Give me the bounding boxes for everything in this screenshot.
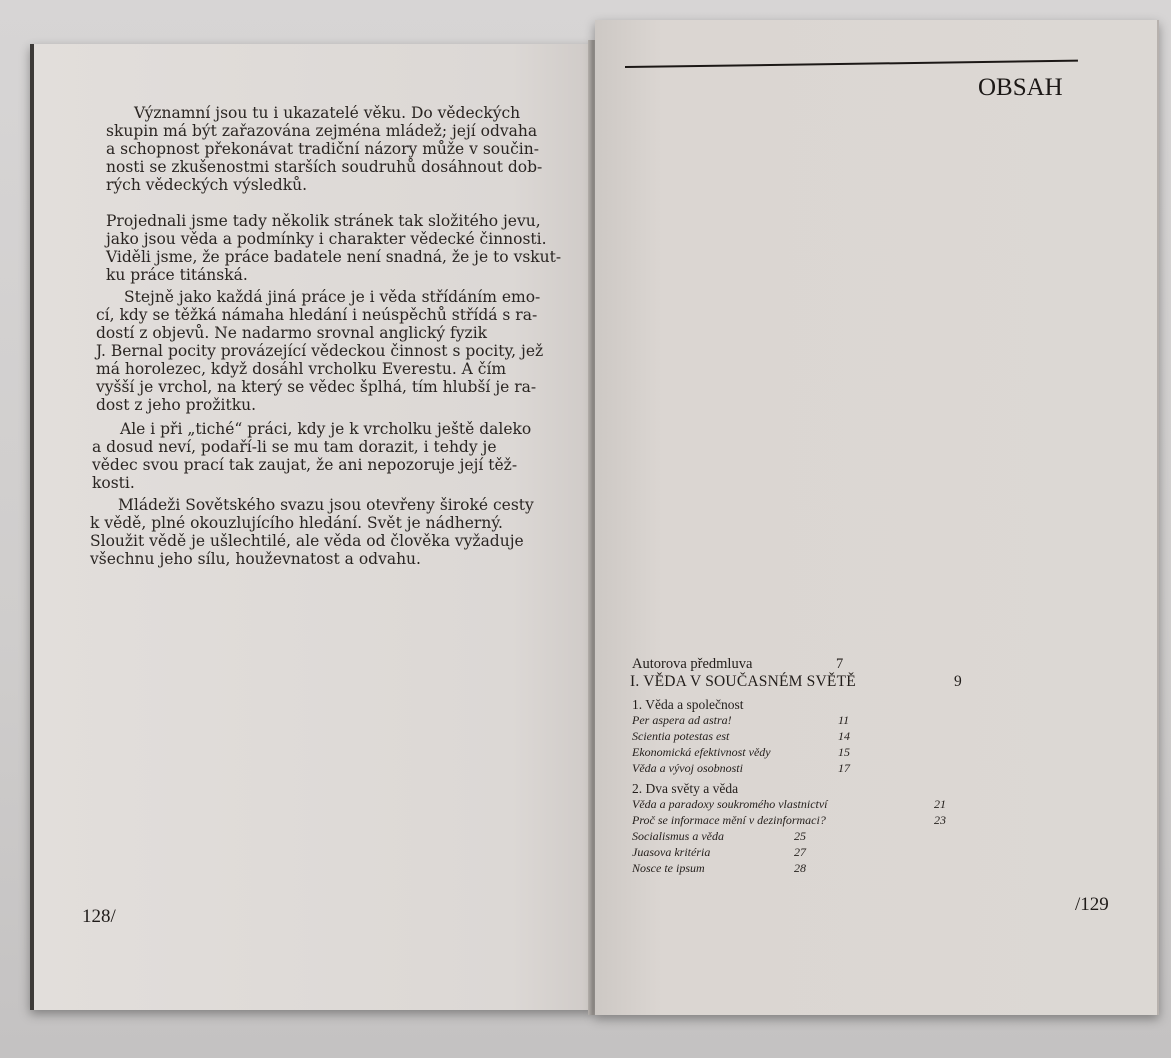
left-page-number: 128/ xyxy=(82,906,116,927)
text-line: Mládeži Sovětského svazu jsou otevřeny široké cesty xyxy=(118,496,534,514)
toc-entry-page: 23 xyxy=(934,813,946,827)
toc-heading: OBSAH xyxy=(978,74,1063,101)
toc-entry-title: Nosce te ipsum xyxy=(632,861,705,875)
text-line: vědec svou prací tak zaujat, že ani nepozoruje její těž- xyxy=(92,456,518,474)
toc-entry-title: Per aspera ad astra! xyxy=(632,713,732,727)
paragraph-3 xyxy=(96,288,564,414)
toc-entry-title: Věda a paradoxy soukromého vlastnictví xyxy=(632,797,828,811)
toc-entry xyxy=(632,845,992,861)
text-line: dost z jeho prožitku. xyxy=(96,396,256,414)
toc-entry xyxy=(632,813,992,829)
text-line: skupin má být zařazována zejména mládež; její odvaha xyxy=(106,122,538,140)
text-line: J. Bernal pocity provázející vědeckou činnost s pocity, jež xyxy=(96,342,544,360)
toc-entry xyxy=(632,673,992,693)
text-line: Viděli jsme, že práce badatele není snadná, že je to vskut- xyxy=(106,248,562,266)
toc-entry-title: 1. Věda a společnost xyxy=(632,697,744,712)
text-line: všechnu jeho sílu, houževnatost a odvahu. xyxy=(90,550,421,568)
toc-entry-page: 15 xyxy=(838,745,850,759)
toc-entry-title: Socialismus a věda xyxy=(632,829,724,843)
toc-entry-page: 14 xyxy=(838,729,850,743)
toc-entry xyxy=(632,729,992,745)
toc-entry-title: Věda a vývoj osobnosti xyxy=(632,761,743,775)
text-line: Ale i při „tiché“ práci, kdy je k vrcholku ještě daleko xyxy=(120,420,532,438)
toc-entry xyxy=(632,829,992,845)
text-line: rých vědeckých výsledků. xyxy=(106,176,308,194)
paragraph-1 xyxy=(106,104,564,194)
toc-entry xyxy=(632,797,992,813)
toc-entry xyxy=(632,781,992,797)
text-line: Významní jsou tu i ukazatelé věku. Do vědeckých xyxy=(134,104,521,122)
toc-entry-title: Scientia potestas est xyxy=(632,729,730,743)
text-line: a schopnost překonávat tradiční názory může v součin- xyxy=(106,140,539,158)
paragraph-2 xyxy=(106,212,564,284)
toc-entry xyxy=(632,761,992,777)
right-page-number: /129 xyxy=(1075,894,1109,915)
toc-entry-page: 25 xyxy=(794,829,806,843)
text-line: kosti. xyxy=(92,474,135,492)
toc-entry xyxy=(632,697,992,713)
text-line: cí, kdy se těžká námaha hledání i neúspěchů střídá s ra- xyxy=(96,306,538,324)
paragraph-4 xyxy=(92,420,562,492)
text-line: ku práce titánská. xyxy=(106,266,248,284)
toc-entry-page: 17 xyxy=(838,761,850,775)
table-of-contents xyxy=(632,656,992,877)
toc-entry-page: 11 xyxy=(838,713,850,727)
toc-entry-page: 7 xyxy=(836,656,844,672)
toc-entry xyxy=(632,656,992,673)
text-line: Stejně jako každá jiná práce je i věda střídáním emo- xyxy=(124,288,541,306)
text-line: k vědě, plné okouzlujícího hledání. Svět je nádherný. xyxy=(90,514,503,532)
text-line: jako jsou věda a podmínky i charakter vědecké činnosti. xyxy=(106,230,547,248)
text-line: Sloužit vědě je ušlechtilé, ale věda od člověka vyžaduje xyxy=(90,532,524,550)
toc-entry-title: Proč se informace mění v dezinformaci? xyxy=(632,813,826,827)
text-line: má horolezec, když dosáhl vrcholku Everestu. A čím xyxy=(96,360,507,378)
text-line: Projednali jsme tady několik stránek tak složitého jevu, xyxy=(106,212,541,230)
toc-entry-page: 21 xyxy=(934,797,946,811)
toc-entry xyxy=(632,713,992,729)
text-line: dostí z objevů. Ne nadarmo srovnal anglický fyzik xyxy=(96,324,488,342)
left-page xyxy=(30,44,596,1010)
text-line: nosti se zkušenostmi starších soudruhů dosáhnout dob- xyxy=(106,158,543,176)
toc-entry-page: 27 xyxy=(794,845,806,859)
toc-entry xyxy=(632,745,992,761)
toc-entry-title: Ekonomická efektivnost vědy xyxy=(632,745,771,759)
toc-entry-page: 9 xyxy=(954,673,962,690)
toc-entry-title: 2. Dva světy a věda xyxy=(632,781,739,796)
toc-entry-page: 28 xyxy=(794,861,806,875)
text-line: vyšší je vrchol, na který se vědec šplhá, tím hlubší je ra- xyxy=(96,378,537,396)
paragraph-5 xyxy=(90,496,560,568)
text-line: a dosud neví, podaří-li se mu tam dorazit, i tehdy je xyxy=(92,438,497,456)
toc-entry xyxy=(632,861,992,877)
toc-entry-title: I. VĚDA V SOUČASNÉM SVĚTĚ xyxy=(630,673,856,690)
toc-entry-title: Autorova předmluva xyxy=(632,656,753,672)
toc-entry-title: Juasova kritéria xyxy=(632,845,711,859)
